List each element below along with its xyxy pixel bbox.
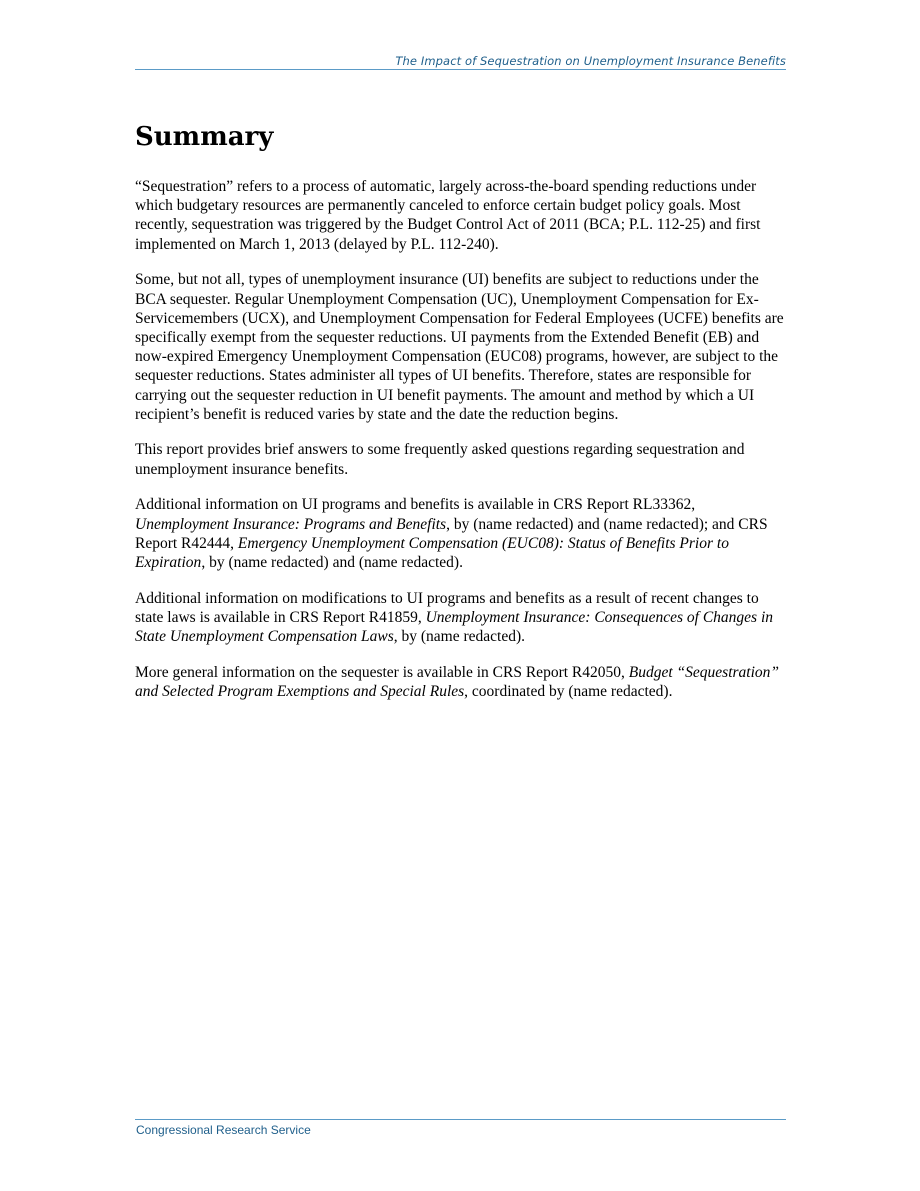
paragraph-sequester-reference <box>135 663 790 701</box>
text-run: , by (name redacted) and (name redacted). <box>201 553 463 571</box>
running-header-title: The Impact of Sequestration on Unemployment Insurance Benefits <box>395 54 786 68</box>
report-title: Budget “Sequestration” and Selected Program Exemptions and Special Rules <box>135 663 780 700</box>
section-heading: Summary <box>135 122 274 152</box>
footer-divider <box>135 1119 786 1120</box>
text-run: , by (name redacted) and (name redacted); and CRS Report R42444, <box>135 515 768 552</box>
report-title: Unemployment Insurance: Programs and Benefits <box>135 515 447 533</box>
report-title: Emergency Unemployment Compensation (EUC08): Status of Benefits Prior to Expiration <box>135 534 729 571</box>
text-run: More general information on the sequester is available in CRS Report R42050, <box>135 663 629 681</box>
text-run: Additional information on modifications to UI programs and benefits as a result of recent changes to state laws is available in CRS Report R41859, <box>135 589 759 626</box>
footer-publisher: Congressional Research Service <box>136 1123 311 1137</box>
text-run: , by (name redacted). <box>393 628 526 646</box>
paragraph-state-law-reference <box>135 589 790 647</box>
text-run: , coordinated by (name redacted). <box>464 682 673 700</box>
paragraph-report-purpose: This report provides brief answers to some frequently asked questions regarding sequestration and unemployment insurance benefits. <box>135 441 745 478</box>
paragraph-sequestration-definition: “Sequestration” refers to a process of automatic, largely across-the-board spending reductions under which budgetary resources are permanently canceled to enforce certain budget policy goals. Most recently, sequestration was triggered by the Budget Control Act of 2011 (BCA; P.L. 112-25) and first implemented on March 1, 2013 (delayed by P.L. 112-240). <box>135 178 761 253</box>
text-run: Additional information on UI programs and benefits is available in CRS Report RL33362, <box>135 496 696 514</box>
header-divider <box>135 69 786 70</box>
summary-body <box>135 177 790 718</box>
paragraph-ui-programs-reference <box>135 495 790 572</box>
paragraph-ui-benefit-types: Some, but not all, types of unemployment insurance (UI) benefits are subject to reductions under the BCA sequester. Regular Unemployment Compensation (UC), Unemployment Compensation for Ex-Servicemembers (UCX), and Unemployment Compensation for Federal Employees (UCFE) benefits are specifically exempt from the sequester reductions. UI payments from the Extended Benefit (EB) and now-expired Emergency Unemployment Compensation (EUC08) programs, however, are subject to the sequester reductions. States administer all types of UI benefits. Therefore, states are responsible for carrying out the sequester reduction in UI benefit payments. The amount and method by which a UI recipient’s benefit is reduced varies by state and the date the reduction begins. <box>135 271 784 423</box>
report-title: Unemployment Insurance: Consequences of Changes in State Unemployment Compensation Laws <box>135 608 773 646</box>
